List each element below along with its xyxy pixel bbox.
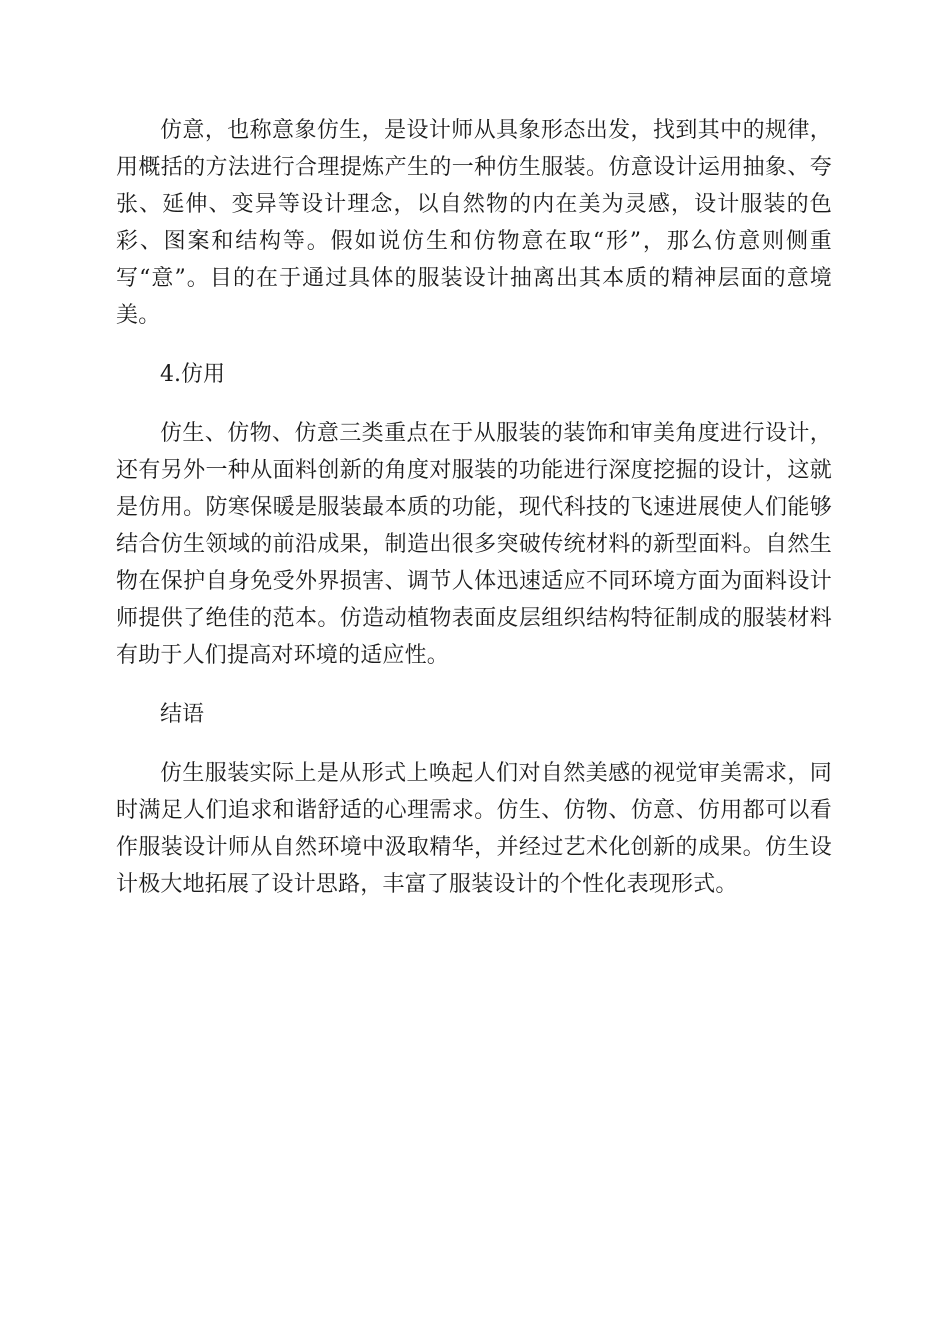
document-body <box>116 112 832 925</box>
paragraph-fangyi: 仿意，也称意象仿生，是设计师从具象形态出发，找到其中的规律，用概括的方法进行合理提炼产生的一种仿生服装。仿意设计运用抽象、夸张、延伸、变异等设计理念，以自然物的内在美为灵感，设计服装的色彩、图案和结构等。假如说仿生和仿物意在取“形”，那么仿意则侧重写“意”。目的在于通过具体的服装设计抽离出其本质的精神层面的意境美。 <box>116 118 832 328</box>
section-heading-conclusion: 结语 <box>160 702 205 727</box>
section-heading-fangyong: 4.仿用 <box>160 362 225 387</box>
paragraph-conclusion: 仿生服装实际上是从形式上唤起人们对自然美感的视觉审美需求，同时满足人们追求和谐舒适的心理需求。仿生、仿物、仿意、仿用都可以看作服装设计师从自然环境中汲取精华，并经过艺术化创新的成果。仿生设计极大地拓展了设计思路，丰富了服装设计的个性化表现形式。 <box>116 761 832 897</box>
paragraph-fangyong: 仿生、仿物、仿意三类重点在于从服装的装饰和审美角度进行设计，还有另外一种从面料创新的角度对服装的功能进行深度挖掘的设计，这就是仿用。防寒保暖是服装最本质的功能，现代科技的飞速进展使人们能够结合仿生领域的前沿成果，制造出很多突破传统材料的新型面料。自然生物在保护自身免受外界损害、调节人体迅速适应不同环境方面为面料设计师提供了绝佳的范本。仿造动植物表面皮层组织结构特征制成的服装材料有助于人们提高对环境的适应性。 <box>116 421 832 668</box>
